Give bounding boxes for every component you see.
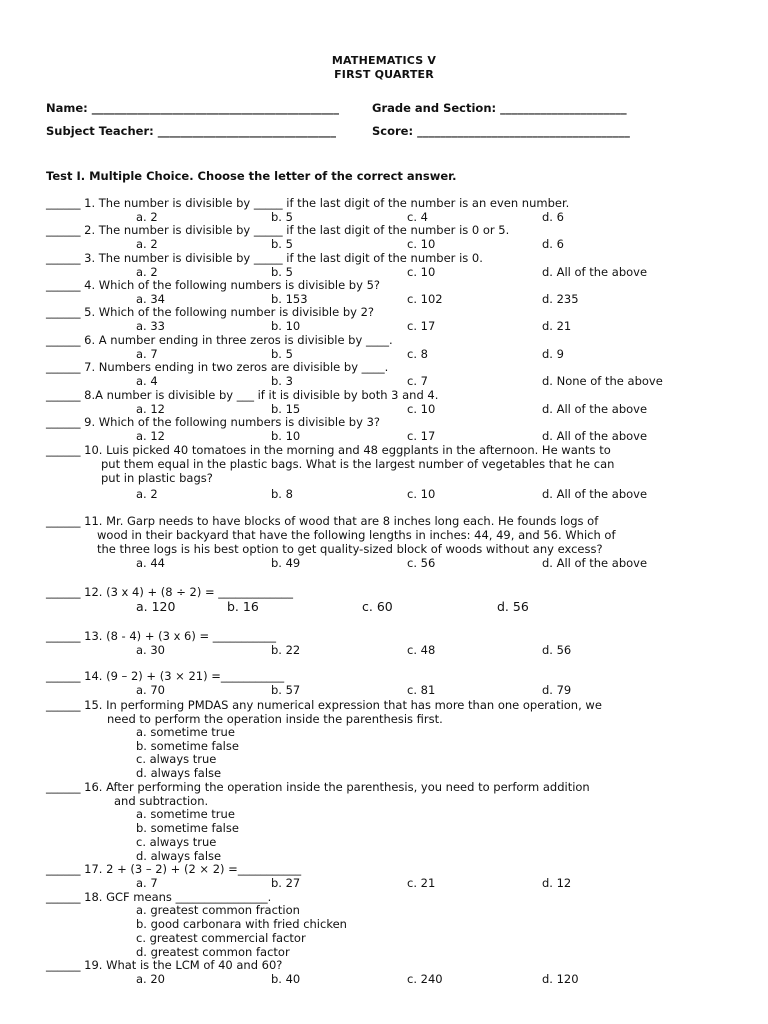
question-5: ______ 5. Which of the following number is divisible by 2? xyxy=(46,305,374,319)
q11-option-d: d. All of the above xyxy=(542,556,648,570)
q15-option-a: a. sometime true xyxy=(136,725,235,739)
title-subject: MATHEMATICS V xyxy=(331,54,437,67)
q10-option-d: d. All of the above xyxy=(542,487,648,501)
q17-option-c: c. 21 xyxy=(407,876,436,890)
q10-option-a: a. 2 xyxy=(136,487,158,501)
q4-option-c: c. 102 xyxy=(407,292,443,306)
name-field-label: Name: ___________________________________________ xyxy=(46,101,340,115)
q14-option-d: d. 79 xyxy=(542,683,572,697)
question-12: ______ 12. (3 x 4) + (8 ÷ 2) = _____________ xyxy=(46,585,294,599)
q6-option-c: c. 8 xyxy=(407,347,428,361)
q13-option-a: a. 30 xyxy=(136,643,165,657)
q19-option-a: a. 20 xyxy=(136,972,165,986)
q16-option-c: c. always true xyxy=(136,835,217,849)
q16-option-a: a. sometime true xyxy=(136,807,235,821)
question-3: ______ 3. The number is divisible by _____ if the last digit of the number is 0. xyxy=(46,251,483,265)
q15-option-d: d. always false xyxy=(136,766,222,780)
q3-option-d: d. All of the above xyxy=(542,265,648,279)
question-11-continued: the three logs is his best option to get quality-sized block of woods without any excess? xyxy=(97,542,603,556)
q19-option-d: d. 120 xyxy=(542,972,579,986)
q1-option-c: c. 4 xyxy=(407,210,428,224)
q17-option-a: a. 7 xyxy=(136,876,158,890)
q3-option-c: c. 10 xyxy=(407,265,436,279)
q4-option-a: a. 34 xyxy=(136,292,165,306)
q4-option-b: b. 153 xyxy=(271,292,308,306)
question-10: ______ 10. Luis picked 40 tomatoes in the morning and 48 eggplants in the afternoon. He wants to xyxy=(46,443,611,457)
q14-option-a: a. 70 xyxy=(136,683,165,697)
question-17: ______ 17. 2 + (3 – 2) + (2 × 2) =___________ xyxy=(46,862,302,876)
q5-option-a: a. 33 xyxy=(136,319,165,333)
q12-option-d: d. 56 xyxy=(497,599,529,614)
q11-option-c: c. 56 xyxy=(407,556,436,570)
q5-option-d: d. 21 xyxy=(542,319,572,333)
q10-option-c: c. 10 xyxy=(407,487,436,501)
q4-option-d: d. 235 xyxy=(542,292,579,306)
q11-option-b: b. 49 xyxy=(271,556,301,570)
q13-option-b: b. 22 xyxy=(271,643,301,657)
q6-option-d: d. 9 xyxy=(542,347,564,361)
q18-option-b: b. good carbonara with fried chicken xyxy=(136,917,347,931)
q13-option-d: d. 56 xyxy=(542,643,572,657)
question-19: ______ 19. What is the LCM of 40 and 60? xyxy=(46,958,283,972)
question-9: ______ 9. Which of the following numbers is divisible by 3? xyxy=(46,415,380,429)
q18-option-c: c. greatest commercial factor xyxy=(136,931,306,945)
q6-option-a: a. 7 xyxy=(136,347,158,361)
q17-option-d: d. 12 xyxy=(542,876,572,890)
question-16: ______ 16. After performing the operation inside the parenthesis, you need to perform addition xyxy=(46,780,590,794)
question-6: ______ 6. A number ending in three zeros is divisible by ____. xyxy=(46,333,393,347)
q15-option-c: c. always true xyxy=(136,752,217,766)
q3-option-b: b. 5 xyxy=(271,265,293,279)
q2-option-c: c. 10 xyxy=(407,237,436,251)
q14-option-b: b. 57 xyxy=(271,683,301,697)
question-16-continued: and subtraction. xyxy=(114,794,209,808)
q14-option-c: c. 81 xyxy=(407,683,436,697)
q2-option-b: b. 5 xyxy=(271,237,293,251)
question-8: ______ 8.A number is divisible by ___ if it is divisible by both 3 and 4. xyxy=(46,388,439,402)
q8-option-b: b. 15 xyxy=(271,402,301,416)
q9-option-a: a. 12 xyxy=(136,429,165,443)
q9-option-d: d. All of the above xyxy=(542,429,648,443)
q18-option-d: d. greatest common factor xyxy=(136,945,290,959)
q1-option-a: a. 2 xyxy=(136,210,158,224)
q1-option-b: b. 5 xyxy=(271,210,293,224)
q12-option-c: c. 60 xyxy=(362,599,393,614)
score-field-label: Score: _____________________________________ xyxy=(372,124,630,138)
q18-option-a: a. greatest common fraction xyxy=(136,903,300,917)
q12-option-b: b. 16 xyxy=(227,599,259,614)
q16-option-b: b. sometime false xyxy=(136,821,239,835)
q2-option-a: a. 2 xyxy=(136,237,158,251)
question-7: ______ 7. Numbers ending in two zeros are divisible by ____. xyxy=(46,360,389,374)
q10-option-b: b. 8 xyxy=(271,487,293,501)
q9-option-c: c. 17 xyxy=(407,429,436,443)
q7-option-a: a. 4 xyxy=(136,374,158,388)
q7-option-b: b. 3 xyxy=(271,374,293,388)
q16-option-d: d. always false xyxy=(136,849,222,863)
question-11: ______ 11. Mr. Garp needs to have blocks of wood that are 8 inches long each. He founds logs of xyxy=(46,514,599,528)
q2-option-d: d. 6 xyxy=(542,237,564,251)
question-1: ______ 1. The number is divisible by _____ if the last digit of the number is an even number. xyxy=(46,196,570,210)
q8-option-a: a. 12 xyxy=(136,402,165,416)
question-10-continued: put in plastic bags? xyxy=(101,471,213,485)
q9-option-b: b. 10 xyxy=(271,429,301,443)
q8-option-c: c. 10 xyxy=(407,402,436,416)
q5-option-c: c. 17 xyxy=(407,319,436,333)
q15-option-b: b. sometime false xyxy=(136,739,239,753)
question-15-continued: need to perform the operation inside the parenthesis first. xyxy=(107,712,443,726)
question-2: ______ 2. The number is divisible by _____ if the last digit of the number is 0 or 5. xyxy=(46,223,510,237)
q3-option-a: a. 2 xyxy=(136,265,158,279)
q17-option-b: b. 27 xyxy=(271,876,301,890)
q7-option-d: d. None of the above xyxy=(542,374,663,388)
q8-option-d: d. All of the above xyxy=(542,402,648,416)
q7-option-c: c. 7 xyxy=(407,374,428,388)
q5-option-b: b. 10 xyxy=(271,319,301,333)
question-14: ______ 14. (9 – 2) + (3 × 21) =___________ xyxy=(46,669,285,683)
q6-option-b: b. 5 xyxy=(271,347,293,361)
q19-option-c: c. 240 xyxy=(407,972,443,986)
subject-teacher-field-label: Subject Teacher: _______________________________ xyxy=(46,124,336,138)
question-11-continued: wood in their backyard that have the following lengths in inches: 44, 49, and 56. Which of xyxy=(97,528,616,542)
question-15: ______ 15. In performing PMDAS any numerical expression that has more than one operation, we xyxy=(46,698,602,712)
q13-option-c: c. 48 xyxy=(407,643,436,657)
q11-option-a: a. 44 xyxy=(136,556,165,570)
question-10-continued: put them equal in the plastic bags. What is the largest number of vegetables that he can xyxy=(101,457,615,471)
q1-option-d: d. 6 xyxy=(542,210,564,224)
test-heading: Test I. Multiple Choice. Choose the letter of the correct answer. xyxy=(46,169,457,183)
q19-option-b: b. 40 xyxy=(271,972,301,986)
question-13: ______ 13. (8 - 4) + (3 x 6) = ___________ xyxy=(46,629,277,643)
title-quarter: FIRST QUARTER xyxy=(334,68,434,81)
q12-option-a: a. 120 xyxy=(136,599,176,614)
grade-section-field-label: Grade and Section: ______________________ xyxy=(372,101,627,115)
question-4: ______ 4. Which of the following numbers is divisible by 5? xyxy=(46,278,380,292)
question-18: ______ 18. GCF means ________________. xyxy=(46,890,272,904)
